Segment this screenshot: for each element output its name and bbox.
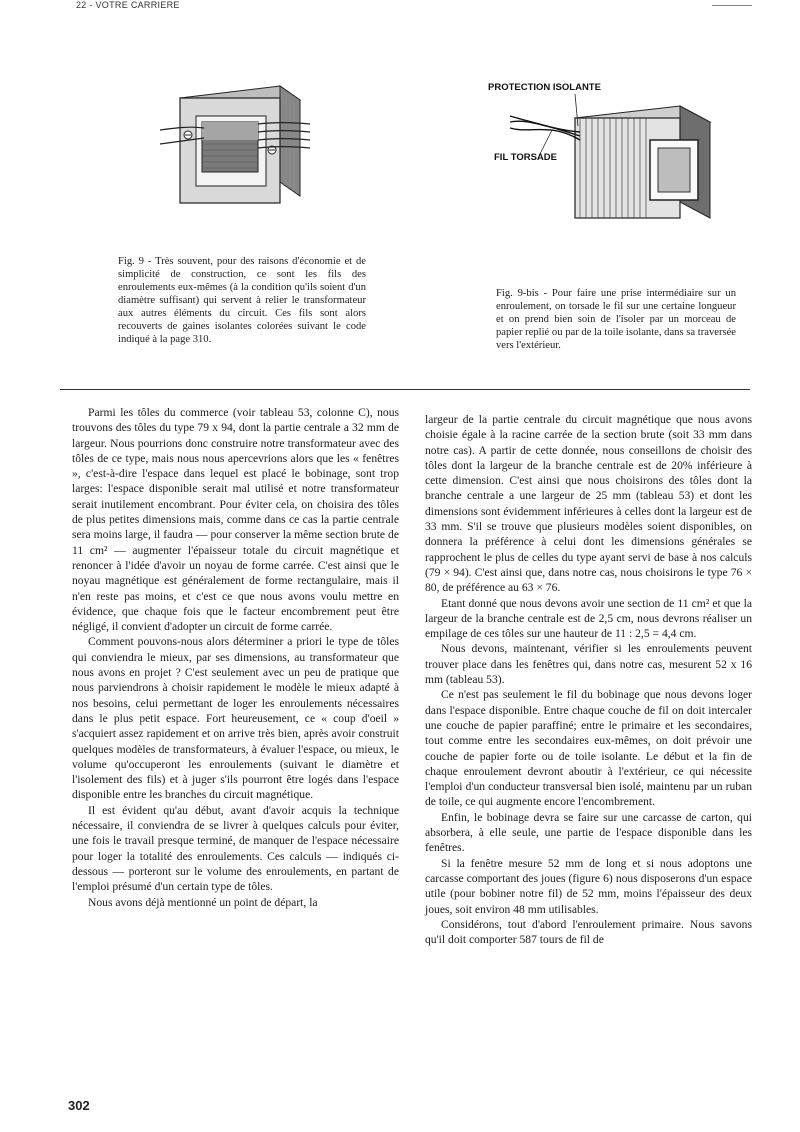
paragraph: Ce n'est pas seulement le fil du bobinage que nous devons loger dans l'espace disponible. Entre chaque couche de fil on doit intercaler une couche de papier paraffiné; entre le primaire et les secondaires, tout comme entre les secondaires eux-mêmes, on doit prévoir une couche de papier forte ou de toile isolante. Le début et la fin de chaque enroulement devront aboutir à l'extérieur, ce qui nécessite l'emploi d'un conducteur transversal bien isolé, maintenu par un ruban de toile, ce qui augmente encore l'encombrement. bbox=[425, 688, 752, 809]
paragraph: Il est évident qu'au début, avant d'avoir acquis la technique nécessaire, il conviendra de se livrer à quelques calculs pour éviter, une fois le travail presque terminé, de manquer de l'espace nécessaire pour loger la totalité des enroulements. Ces calculs — indiqués ci-dessous — porteront sur le volume des enroulements, en partant de l'emploi présumé d'un certain type de tôles. bbox=[72, 803, 399, 894]
figure-9-illustration bbox=[160, 78, 310, 223]
paragraph-continued: largeur de la partie centrale du circuit magnétique que nous avons choisie égale à la racine carrée de la section brute (soit 33 mm dans notre cas). A partir de cette donnée, nous conseillons de choisir des tôles dont la largeur de la branche centrale est de 20% inférieure à cette dimension. C'est ainsi que nous choisirons des tôles dont la branche centrale a une largeur de 25 mm (tableau 53) et dont les dimensions sont évidemment inférieures à celles dont la largeur est de 33 mm. S'il se trouve que plusieurs modèles soient disponibles, on donnera la préférence à celui dont les dimensions générales se rapprochent le plus de celles du type ayant servi de base à nos calculs (79 × 94). C'est ainsi que, dans notre cas, nous choisirons le type 76 × 80, de préférence au 63 × 76. bbox=[425, 413, 752, 595]
running-header: 22 - VOTRE CARRIERE bbox=[76, 0, 180, 10]
paragraph: Nous avons déjà mentionné un point de départ, la bbox=[88, 895, 318, 909]
paragraph: Enfin, le bobinage devra se faire sur une carcasse de carton, qui absorbera, à elle seule, une partie de l'espace disponible dans les fenêtres. bbox=[425, 810, 752, 855]
right-column bbox=[425, 412, 752, 947]
left-column bbox=[72, 405, 399, 910]
page-number: 302 bbox=[68, 1098, 90, 1113]
paragraph: Comment pouvons-nous alors déterminer a priori le type de tôles qui conviendra le mieux, par ses dimensions, au transformateur que nous avons en projet ? C'est seulement avec un peu de pratique que nous parviendrons à choisir rapidement le modèle le mieux adapté à nos besoins, celui permettant de loger les enroulements nécessaires dans le plus petit espace. Fort heureusement, ce « coup d'oeil » s'acquiert assez rapidement et on arrive très bien, après avoir construit quelques modèles de transformateurs, à évaluer l'espace, ou mieux, le volume qu'occuperont les enroulements (suivant le diamètre et l'isolement des fils) et à juger s'ils pourront être logés dans l'espace disponible entre les branches du circuit magnétique. bbox=[72, 635, 399, 802]
figure-9bis-illustration bbox=[480, 78, 740, 228]
paragraph: Parmi les tôles du commerce (voir tableau 53, colonne C), nous trouvons des tôles du type 79 x 94, dont la partie centrale a 32 mm de largeur. Nous pourrions donc construire notre transformateur avec des tôles de ce type, mais nous nous apercevrions alors que les « fenêtres », c'est-à-dire l'espace dans lequel est placé le bobinage, sont trop larges: l'espace disponible serait mal utilisé et notre transformateur serait inutilement encombrant. Pour éviter cela, on choisira des tôles de plus petites dimensions mais, comme dans ce cas la partie centrale sera moins large, il faudra — pour conserver la même section brute de 11 cm² — augmenter l'épaisseur totale du circuit magnétique et renoncer à l'idée d'avoir un noyau de forme carrée. C'est ainsi que le noyau magnétique est généralement de forme rectangulaire, mais il n'en reste pas moins, et c'est ce que nous avons voulu mettre en évidence, que chaque fois que le facteur encombrement peut être négligé, il convient d'adopter un circuit de forme carrée. bbox=[72, 406, 399, 634]
paragraph: Considérons, tout d'abord l'enroulement primaire. Nous savons qu'il doit comporter 587 tours de fil de bbox=[425, 917, 752, 947]
paragraph: Si la fenêtre mesure 52 mm de long et si nous adoptons une carcasse comportant des joues (figure 6) nous disposerons d'un espace utile (pour bobiner notre fil) de 52 mm, moins l'épaisseur des deux joues, soit environ 48 mm utilisables. bbox=[425, 856, 752, 916]
paragraph: Etant donné que nous devons avoir une section de 11 cm² et que la largeur de la branche centrale est de 2,5 cm, nous devrons réaliser un empilage de ces tôles sur une hauteur de 11 : 2,5 = 4,4 cm. bbox=[425, 596, 752, 641]
protection-isolante-label: PROTECTION ISOLANTE bbox=[488, 82, 601, 93]
figure-9-caption: Fig. 9 - Très souvent, pour des raisons d'économie et de simplicité de construction, ce sont les fils des enroulements eux-mêmes (à la condition qu'ils soient d'un diamètre suffisant) qui servent à relier le transformateur aux autres éléments du circuit. Ces fils sont alors recouverts de gaines isolantes colorées suivant le code indiqué à la page 310. bbox=[118, 256, 366, 345]
figure-9bis-caption: Fig. 9-bis - Pour faire une prise intermédiaire sur un enroulement, on torsade le fil sur une certaine longueur et on prend bien soin de l'isoler par un morceau de papier replié ou par de la toile isolante, dans sa traversée vers l'extérieur. bbox=[496, 288, 736, 351]
paragraph: Nous devons, maintenant, vérifier si les enroulements peuvent trouver place dans les fenêtres qui, dans notre cas, mesurent 52 x 16 mm (tableau 53). bbox=[425, 642, 752, 687]
fil-torsade-label: FIL TORSADE bbox=[494, 152, 557, 163]
section-divider bbox=[60, 389, 750, 390]
header-rule bbox=[712, 5, 752, 6]
